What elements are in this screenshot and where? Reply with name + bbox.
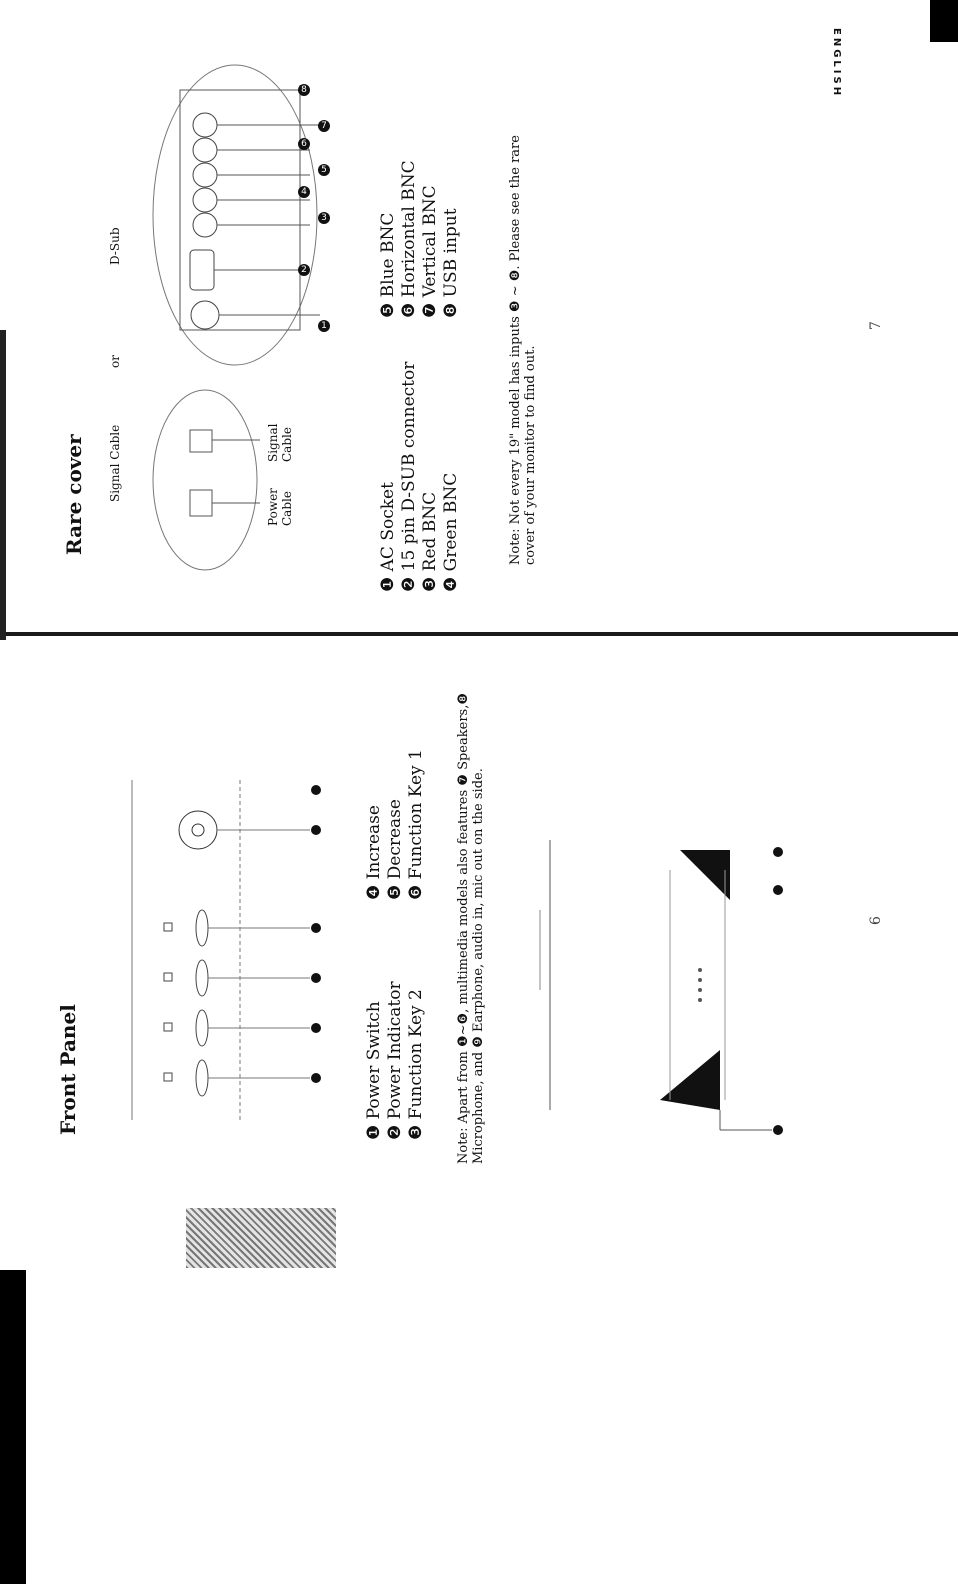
button-6 xyxy=(196,1060,208,1096)
page-number-left: 6 xyxy=(868,916,884,925)
power-signal-diagram xyxy=(150,385,270,575)
speaker-right xyxy=(680,850,730,900)
power-button xyxy=(179,811,217,849)
callout-2: 2 xyxy=(298,264,310,276)
front-panel-title: Front Panel xyxy=(56,1004,80,1135)
bnc-connector xyxy=(193,113,217,137)
button-5 xyxy=(196,1010,208,1046)
list-item: ❼ Vertical BNC xyxy=(420,185,440,318)
callout-1: 1 xyxy=(318,320,330,332)
language-tab: ENGLISH xyxy=(831,28,842,99)
front-panel-note: Note: Apart from ❶~❻, multimedia models also features ❼ Speakers,❽ Microphone, and ❾ Earphone, audio in, mic out on the side. xyxy=(456,693,486,1164)
rare-cover-note: Note: Not every 19" model has inputs ❸ ~ ❽. Please see the rare cover of your monitor to find out. xyxy=(508,135,538,565)
callout-7: 7 xyxy=(318,120,330,132)
list-item: ❹ Increase xyxy=(364,805,384,900)
label-or: or xyxy=(108,355,122,368)
list-item: ❽ USB input xyxy=(441,208,461,318)
speaker-left xyxy=(660,1050,720,1110)
callout-4: 4 xyxy=(298,186,310,198)
list-item: ❻ Function Key 1 xyxy=(406,749,426,900)
label-signal-cable: Signal Cable xyxy=(108,424,122,502)
label-power-cable: Power Cable xyxy=(266,488,294,526)
button-4 xyxy=(196,960,208,996)
list-item: ❸ Function Key 2 xyxy=(406,989,426,1140)
button-3 xyxy=(196,910,208,946)
list-item: ❷ Power Indicator xyxy=(385,981,405,1140)
rare-cover-list-2 xyxy=(378,118,462,318)
front-panel-page xyxy=(0,640,958,1584)
list-item: ❸ Red BNC xyxy=(420,491,440,592)
front-panel-diagram xyxy=(120,760,340,1130)
list-item: ❺ Decrease xyxy=(385,799,405,900)
dsub-rear-diagram xyxy=(150,60,340,370)
front-panel-list-2 xyxy=(364,700,427,900)
callout-6: 6 xyxy=(298,138,310,150)
list-item: ❶ AC Socket xyxy=(378,482,398,592)
list-item: ❹ Green BNC xyxy=(441,472,461,592)
page-number-right: 7 xyxy=(868,321,884,330)
list-item: ❻ Horizontal BNC xyxy=(399,160,419,318)
rare-cover-page xyxy=(0,0,958,632)
monitor-side-diagram xyxy=(510,810,810,1150)
callout-8: 8 xyxy=(298,84,310,96)
label-signal-cable-2: Signal Cable xyxy=(266,423,294,462)
front-panel-list-1 xyxy=(364,940,427,1140)
rare-cover-list-1 xyxy=(378,342,462,592)
page-fold xyxy=(0,632,958,636)
list-item: ❷ 15 pin D-SUB connector xyxy=(399,361,419,592)
callout-3: 3 xyxy=(318,212,330,224)
label-dsub: D-Sub xyxy=(108,227,122,265)
rare-cover-title: Rare cover xyxy=(62,434,86,555)
callout-5: 5 xyxy=(318,164,330,176)
list-item: ❺ Blue BNC xyxy=(378,212,398,318)
list-item: ❶ Power Switch xyxy=(364,1001,384,1140)
